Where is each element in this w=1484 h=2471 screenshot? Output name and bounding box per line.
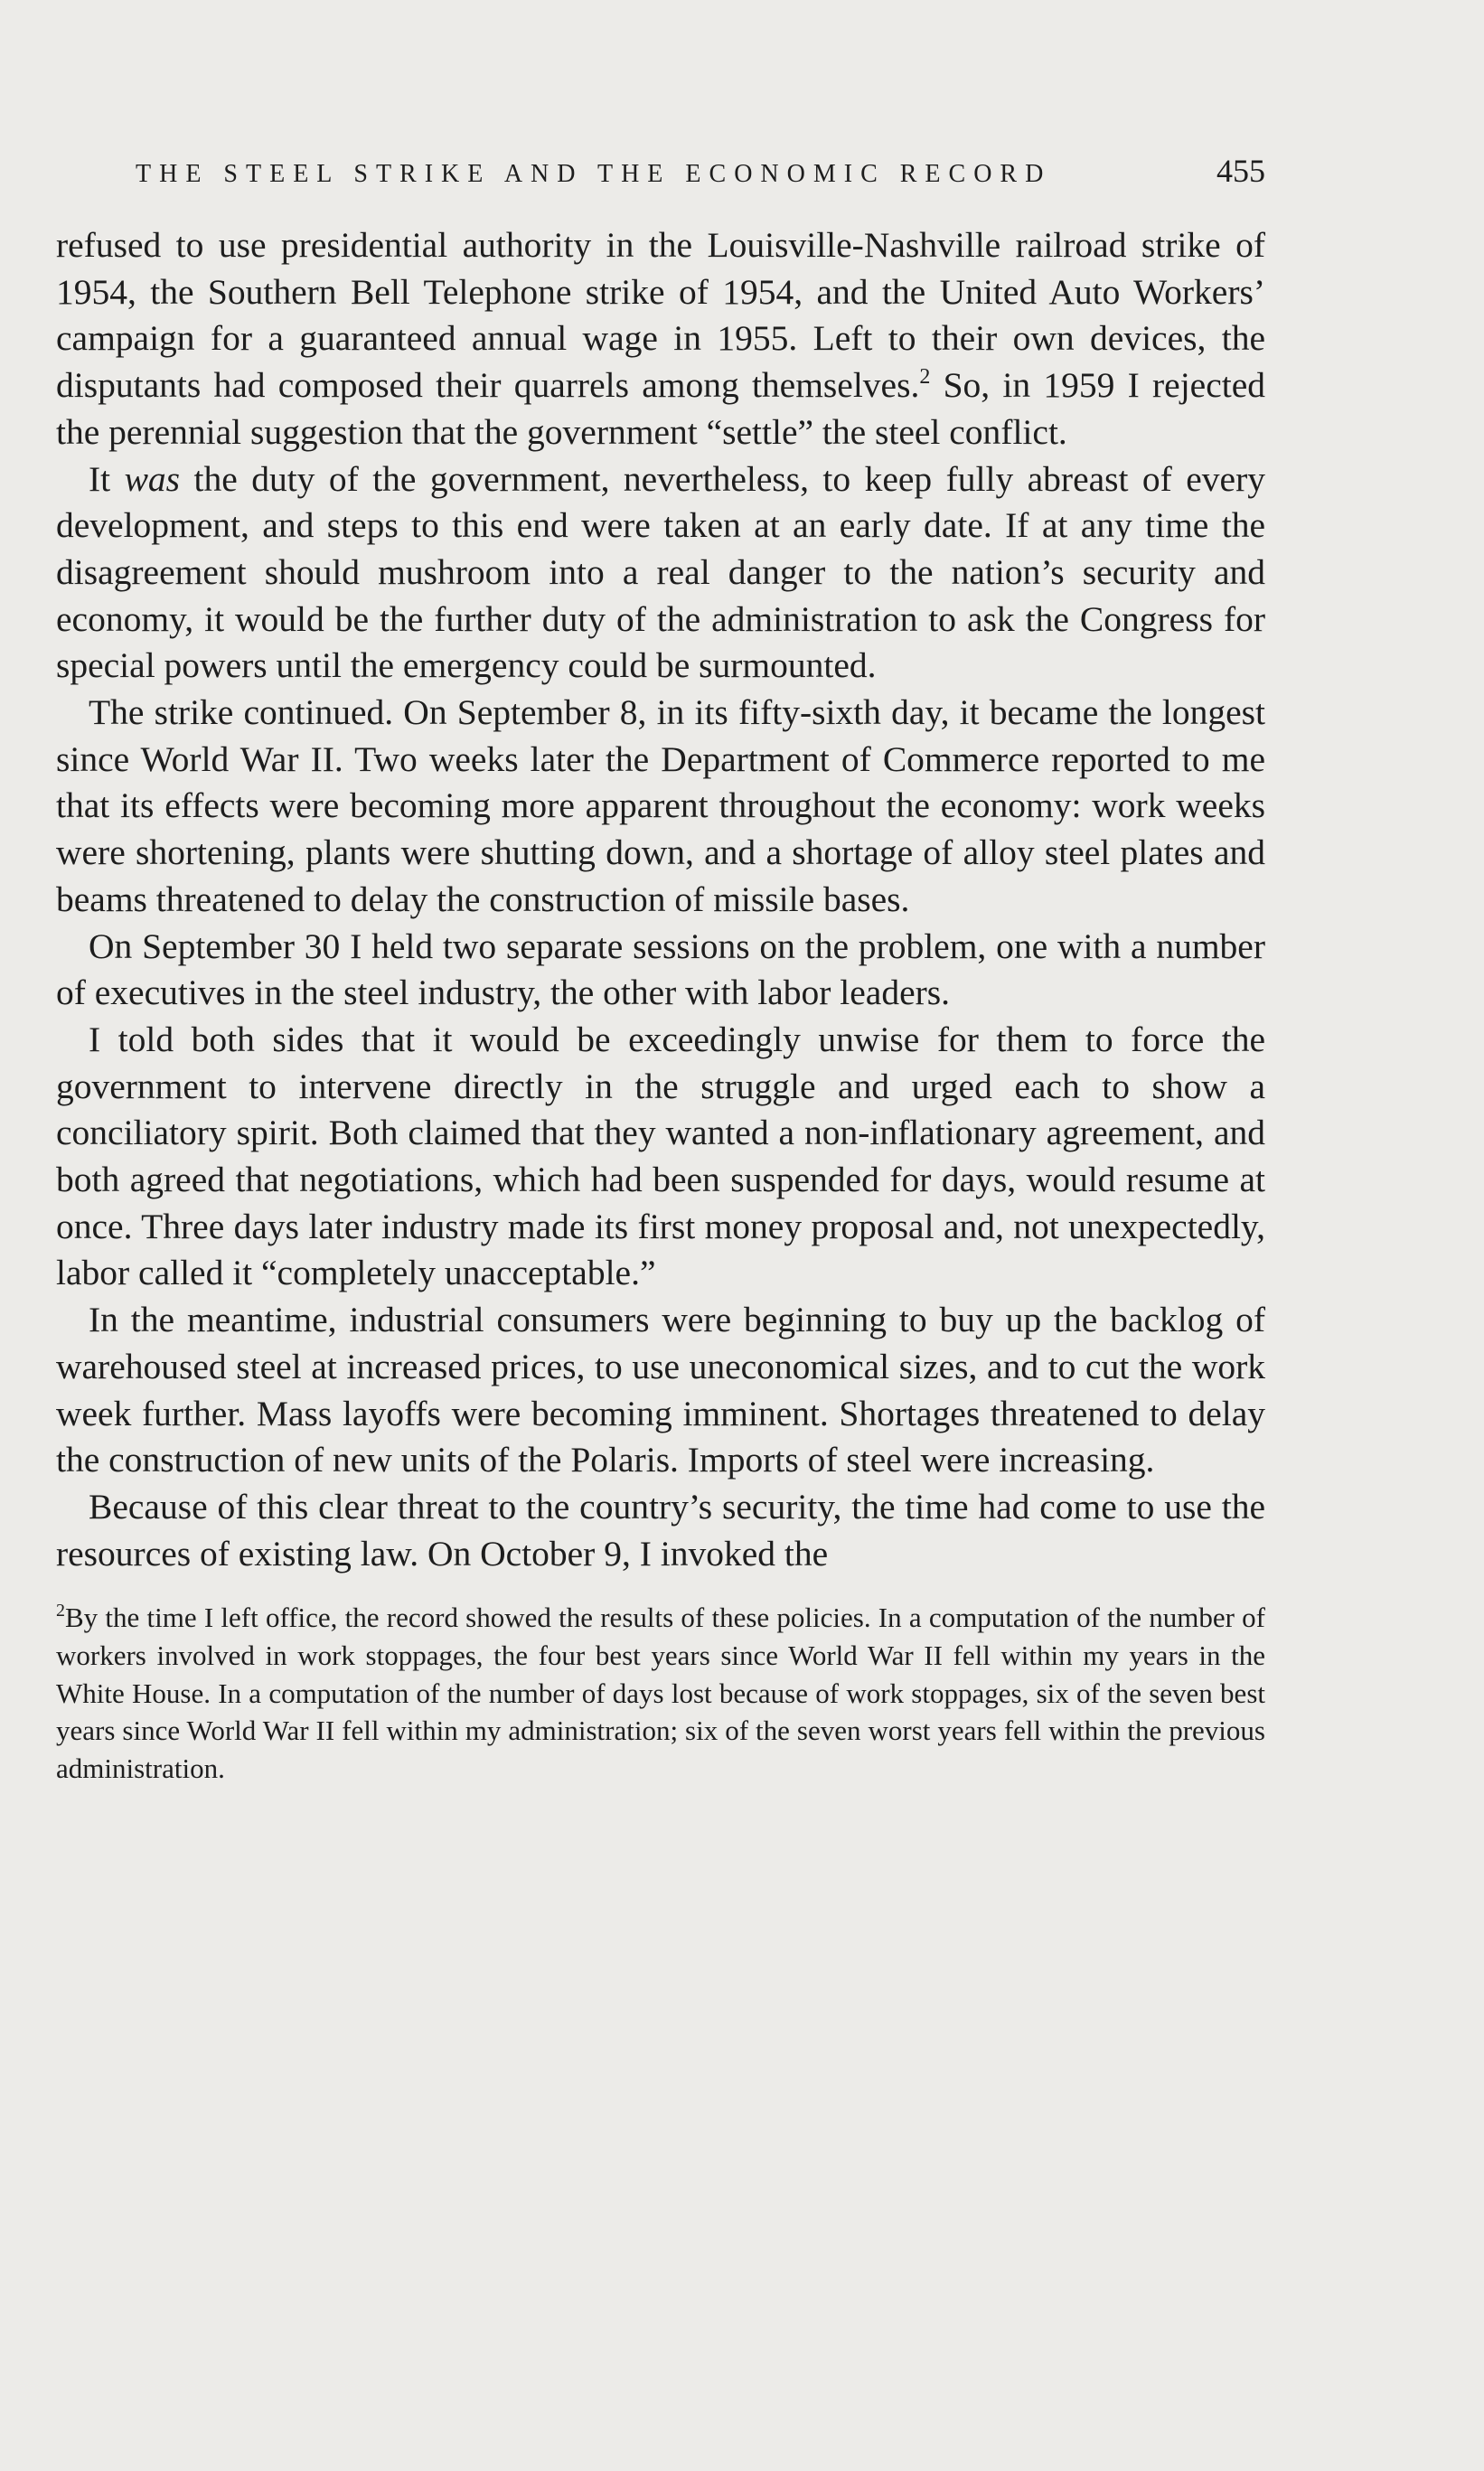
paragraph-1-continuation: So, in 1959 I rejected the perennial suggestion that the government “settle” the steel conflict. xyxy=(56,365,1266,452)
running-title: THE STEEL STRIKE AND THE ECONOMIC RECORD xyxy=(136,160,1052,188)
paragraph-4: On September 30 I held two separate sessions on the problem, one with a number of executives in the steel industry, the other with labor leaders. xyxy=(56,925,1265,1013)
footnote-marker: 2 xyxy=(56,1601,65,1621)
paragraph-1 xyxy=(56,222,1265,456)
footnote-reference: 2 xyxy=(919,365,931,390)
paragraph-2 xyxy=(56,456,1265,691)
page-number: 455 xyxy=(1216,153,1265,189)
footnote xyxy=(56,1599,1265,1787)
paragraph-3: The strike continued. On September 8, in its fifty-sixth day, it became the longest since World War II. Two weeks later the Department of Commerce reported to me that its effects were becoming more apparent throughout the economy: work weeks were shortening, plants were shutting down, and a shortage of alloy steel plates and beams threatened to delay the construction of missile bases. xyxy=(56,692,1265,919)
emphasis-word: was xyxy=(124,458,181,499)
paragraph-5: I told both sides that it would be exceedingly unwise for them to force the government to intervene directly in the struggle and urged each to show a conciliatory spirit. Both claimed that they wanted a non-inflationary agreement, and both agreed that negotiations, which had been suspended for days, would resume at once. Three days later industry made its first money proposal and, not unexpectedly, labor called it “completely unacceptable.” xyxy=(56,1019,1265,1293)
footnote-text: By the time I left office, the record showed the results of these policies. In a computation of the number of workers involved in work stoppages, the four best years since World War II fell within my years in the White House. In a computation of the number of days lost because of work stoppages, six of the seven best years since World War II fell within my administration; six of the seven worst years fell within the previous administration. xyxy=(56,1602,1265,1784)
page-content xyxy=(56,152,1265,1787)
paragraph-6: In the meantime, industrial consumers were beginning to buy up the backlog of warehoused steel at increased prices, to use uneconomical sizes, and to cut the work week further. Mass layoffs were becoming imminent. Shortages threatened to delay the construction of new units of the Polaris. Imports of steel were increasing. xyxy=(56,1300,1265,1480)
running-header xyxy=(136,152,1265,206)
paragraph-2-lead: It xyxy=(89,458,125,499)
body-text xyxy=(56,222,1265,1577)
paragraph-7: Because of this clear threat to the country’s security, the time had come to use the resources of existing law. On October 9, I invoked the xyxy=(56,1486,1265,1574)
paragraph-1-text: refused to use presidential authority in the Louisville-Nashville railroad strike of 1954, the Southern Bell Telephone strike of 1954, and the United Auto Workers’ campaign for a guaranteed annual wage in 1955. Left to their own devices, the disputants had composed their quarrels among themselves. xyxy=(56,225,1265,406)
paragraph-2-text: the duty of the government, nevertheless, to keep fully abreast of every development, and steps to this end were taken at an early date. If at any time the disagreement should mushroom into a real danger to the nation’s security and economy, it would be the further duty of the administration to ask the Congress for special powers until the emergency could be surmounted. xyxy=(56,458,1265,686)
